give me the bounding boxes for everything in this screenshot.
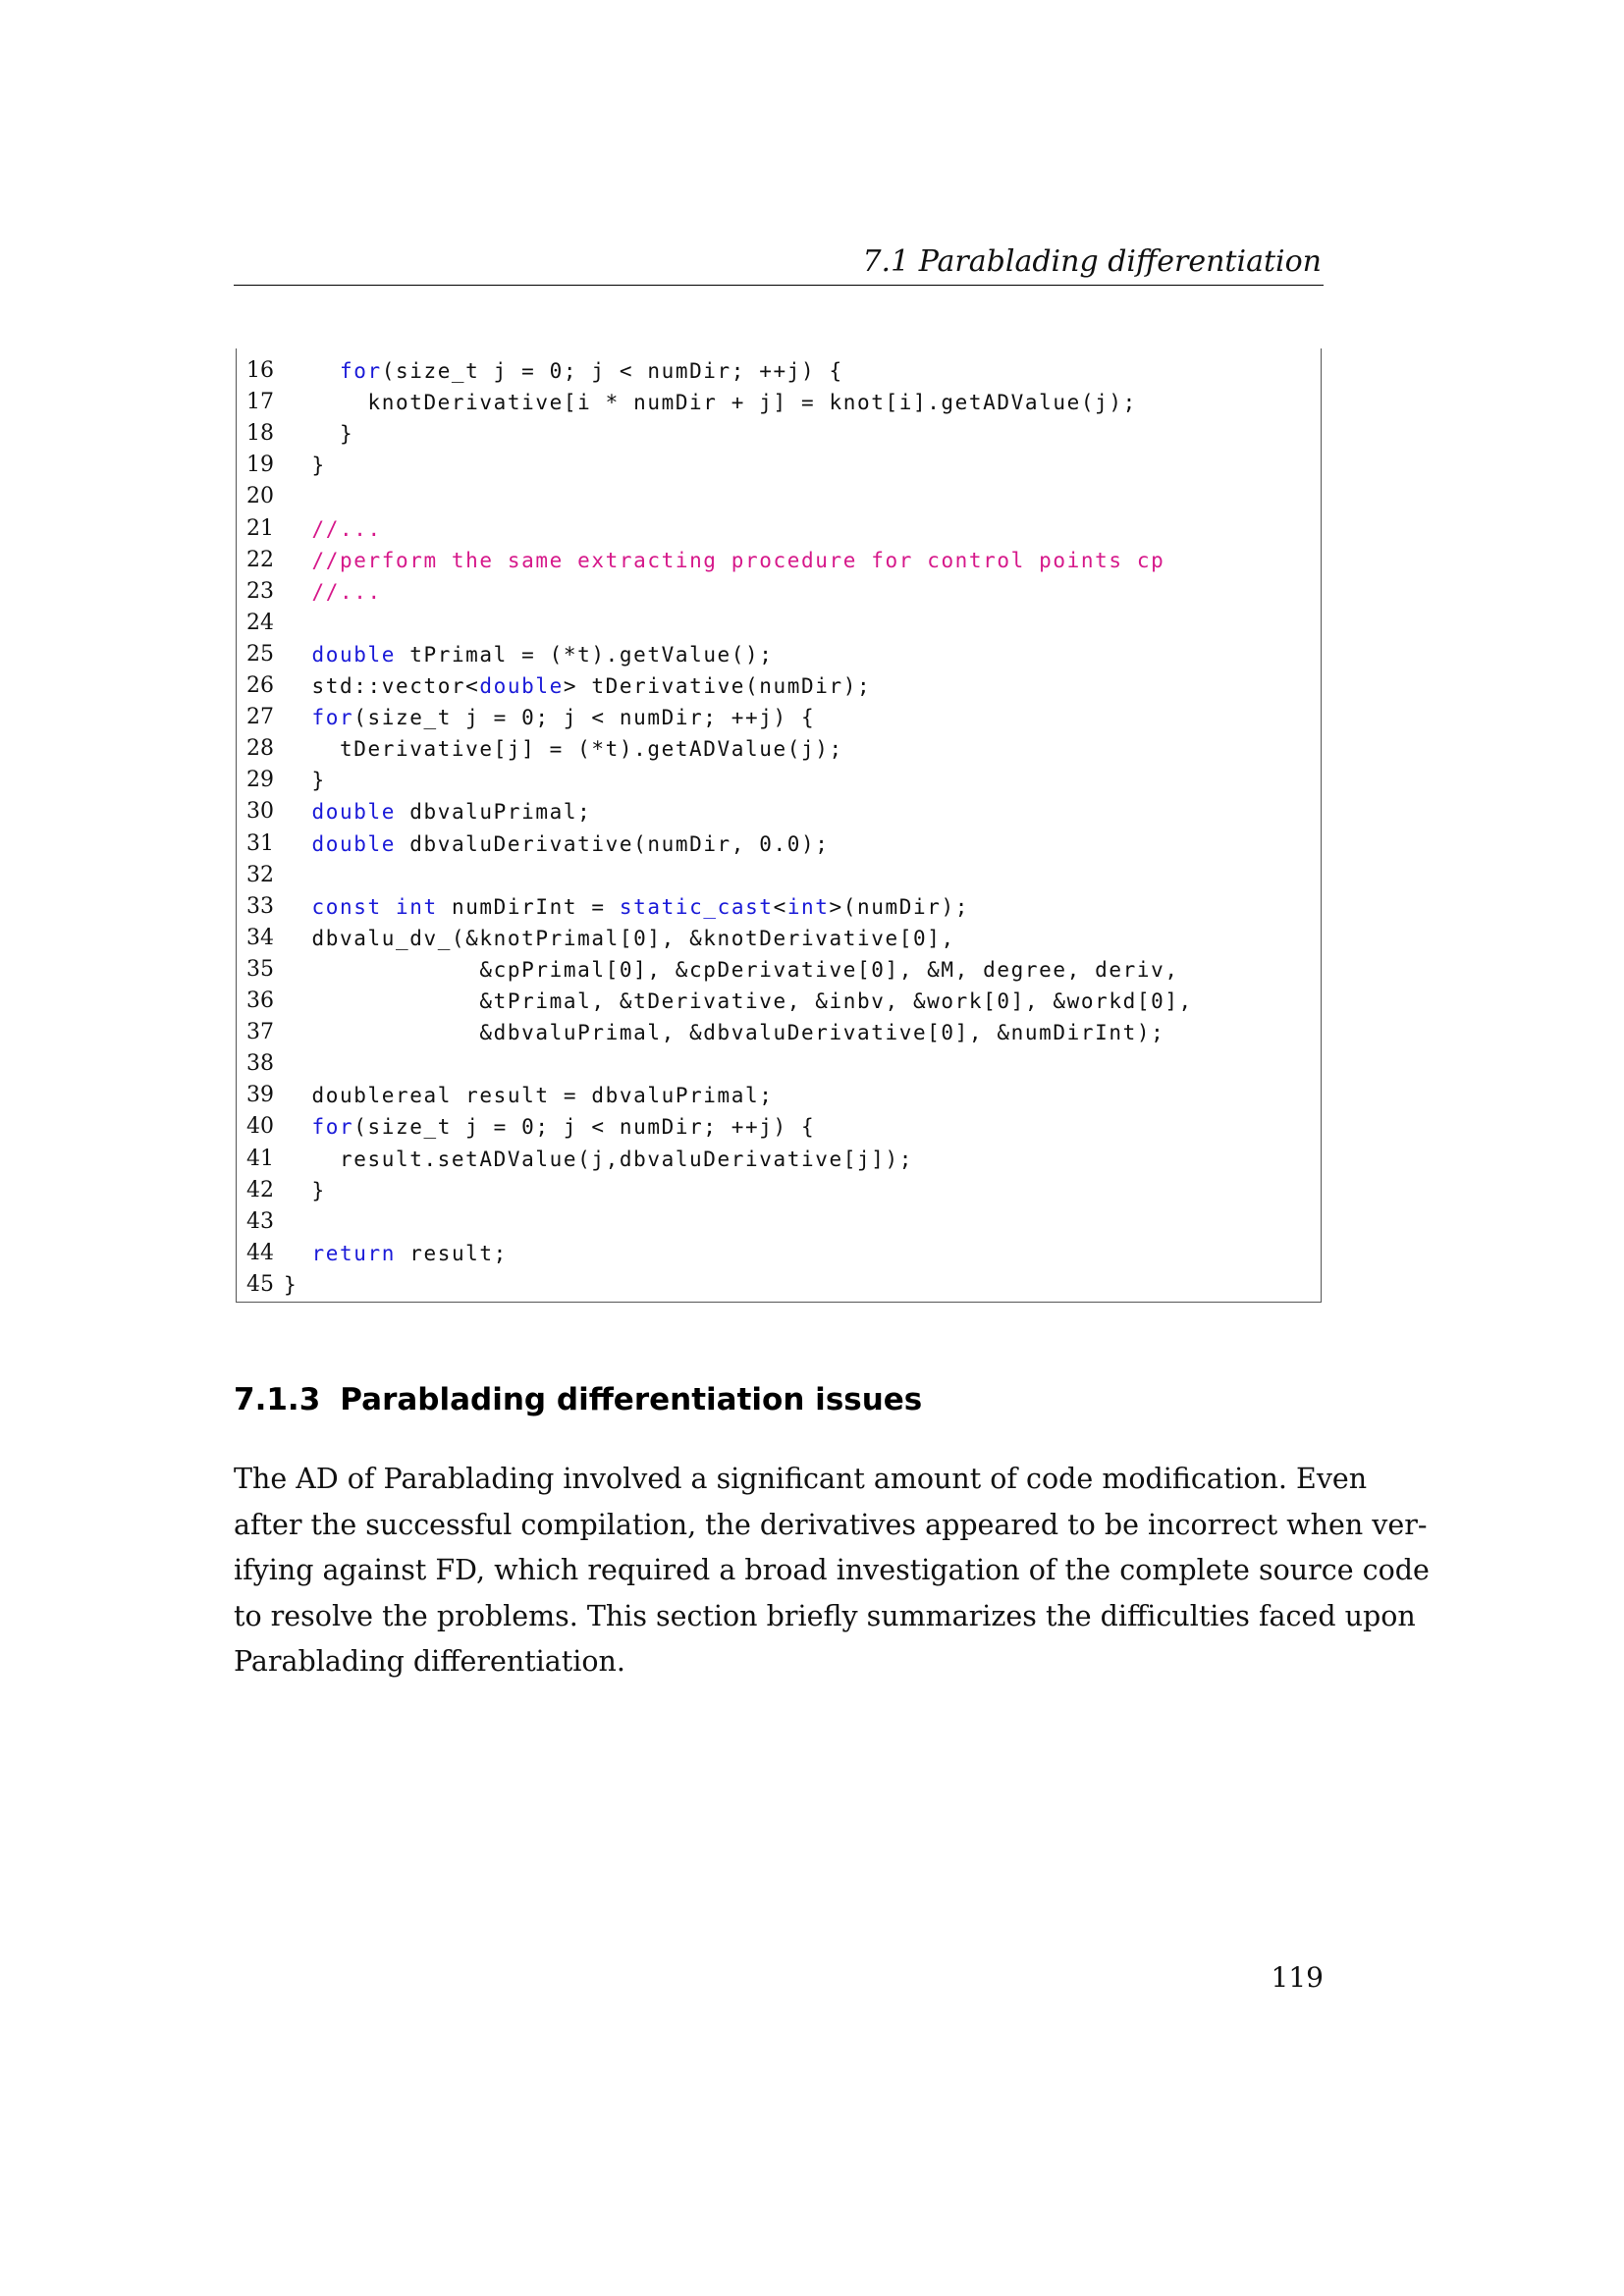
code-token: > tDerivative(numDir); [563,674,872,698]
line-number: 33 [246,893,274,919]
code-token: } [311,1178,326,1202]
code-line [237,513,1317,545]
code-keyword: for [311,1115,354,1140]
running-header [234,241,1324,286]
code-line [237,639,1317,670]
code-keyword: return [311,1241,396,1265]
code-token: dbvalu_dv_(&knotPrimal[0], &knotDerivative[0], [311,926,955,950]
line-number: 27 [246,705,274,730]
code-line [237,1111,1317,1143]
code-token: &dbvaluPrimal, &dbvaluDerivative[0], &numDirInt); [479,1021,1165,1045]
code-text [284,954,1179,986]
code-token: (size_t j = 0; j < numDir; ++j) { [353,706,816,730]
code-comment: //perform the same extracting procedure for control points cp [311,548,1165,572]
code-text [284,1269,298,1301]
code-line [237,670,1317,702]
code-text [284,1238,508,1269]
code-text [284,828,830,860]
section-number: 7.1.3 [234,1382,321,1417]
code-text [284,1144,913,1175]
code-comment: //... [311,579,382,604]
line-number: 45 [246,1271,274,1297]
code-keyword: int [786,894,830,919]
code-token: tDerivative[j] = (*t).getADValue(j); [339,737,843,762]
code-comment: //... [311,516,382,541]
code-text [284,923,955,954]
code-line [237,1080,1317,1111]
code-text [284,513,382,545]
code-text [284,576,382,608]
code-line [237,765,1317,796]
code-token [382,895,396,919]
line-number: 42 [246,1177,274,1202]
code-token: dbvaluPrimal; [395,800,592,825]
code-line [237,1238,1317,1269]
code-line [237,1017,1317,1048]
code-keyword: double [311,800,396,825]
code-text [284,418,353,450]
line-number: 43 [246,1208,274,1234]
code-keyword: static_cast [619,894,774,919]
code-text [284,1017,1164,1048]
code-token: } [284,1272,298,1297]
code-keyword: const [311,894,382,919]
code-text [284,702,815,733]
line-number: 23 [246,578,274,604]
code-text [284,1111,815,1143]
body-paragraph [234,1457,1430,1685]
code-line [237,1206,1317,1238]
code-keyword: int [395,894,438,919]
line-number: 41 [246,1146,274,1171]
line-number: 30 [246,799,274,825]
line-number: 16 [246,358,274,383]
line-number: 35 [246,956,274,982]
code-text [284,986,1193,1017]
code-token: &tPrimal, &tDerivative, &inbv, &work[0], &workd[0], [479,989,1193,1013]
line-number: 26 [246,673,274,698]
code-text [284,545,1164,576]
code-token: tPrimal = (*t).getValue(); [395,642,774,667]
line-number: 39 [246,1083,274,1108]
code-line [237,1144,1317,1175]
code-token: < [773,894,787,919]
body-line: ifying against FD, which required a broad investigation of the complete source code [234,1554,1430,1586]
code-line [237,576,1317,608]
code-token: >(numDir); [829,894,969,919]
line-number: 44 [246,1240,274,1265]
code-line [237,733,1317,765]
code-keyword: for [311,706,354,730]
code-line [237,1048,1317,1080]
section-title: Parablading differentiation issues [340,1382,923,1417]
code-line [237,860,1317,891]
code-text [284,1080,774,1111]
code-line [237,545,1317,576]
line-number: 37 [246,1020,274,1045]
code-line [237,954,1317,986]
code-keyword: for [339,359,382,383]
code-text [284,387,1137,418]
line-number: 34 [246,925,274,950]
code-listing [236,348,1322,1303]
running-header-title: 7.1 Parablading differentiation [862,244,1322,279]
code-token: } [339,422,354,447]
code-text [284,796,591,828]
line-number: 29 [246,768,274,793]
code-token: knotDerivative[i * numDir + j] = knot[i].getADValue(j); [367,391,1137,415]
code-text [284,1175,326,1206]
code-line [237,828,1317,860]
code-text [284,670,871,702]
code-token: result; [395,1241,508,1265]
code-line [237,1269,1317,1301]
code-keyword: double [311,642,396,667]
section-heading [234,1382,1324,1425]
line-number: 21 [246,515,274,541]
code-line [237,923,1317,954]
line-number: 17 [246,390,274,415]
line-number: 22 [246,547,274,572]
line-number: 28 [246,736,274,762]
code-token: } [311,769,326,793]
code-text [284,450,326,481]
code-line [237,387,1317,418]
line-number: 31 [246,830,274,856]
code-token: doublereal result = dbvaluPrimal; [311,1084,774,1108]
code-line [237,608,1317,639]
line-number: 18 [246,421,274,447]
code-line [237,355,1317,387]
code-token: std::vector< [311,674,480,698]
code-token: (size_t j = 0; j < numDir; ++j) { [381,359,843,383]
code-token: result.setADValue(j,dbvaluDerivative[j]); [339,1147,913,1171]
code-text [284,765,326,796]
line-number: 36 [246,988,274,1013]
code-token: (size_t j = 0; j < numDir; ++j) { [353,1115,816,1140]
code-line [237,481,1317,512]
code-line [237,891,1317,923]
code-token: &cpPrimal[0], &cpDerivative[0], &M, degree, deriv, [479,957,1179,982]
code-line [237,1175,1317,1206]
code-text [284,891,969,923]
code-text [284,733,843,765]
code-keyword: double [479,674,564,698]
code-keyword: double [311,831,396,856]
body-line: Parablading differentiation. [234,1645,625,1678]
code-token: numDirInt = [437,894,620,919]
code-line [237,702,1317,733]
code-line [237,986,1317,1017]
line-number: 24 [246,610,274,635]
line-number: 19 [246,453,274,478]
code-text [284,639,774,670]
code-text [284,355,843,387]
code-token: dbvaluDerivative(numDir, 0.0); [395,831,830,856]
line-number: 25 [246,641,274,667]
line-number: 38 [246,1051,274,1077]
page-number: 119 [1271,1961,1324,1994]
code-line [237,450,1317,481]
body-line: after the successful compilation, the derivatives appeared to be incorrect when ver- [234,1508,1428,1541]
line-number: 20 [246,484,274,509]
code-line [237,796,1317,828]
body-line: to resolve the problems. This section briefly summarizes the difficulties faced upon [234,1599,1416,1632]
line-number: 40 [246,1114,274,1140]
line-number: 32 [246,862,274,887]
code-token: } [311,454,326,478]
code-line [237,418,1317,450]
body-line: The AD of Parablading involved a significant amount of code modification. Even [234,1463,1368,1495]
